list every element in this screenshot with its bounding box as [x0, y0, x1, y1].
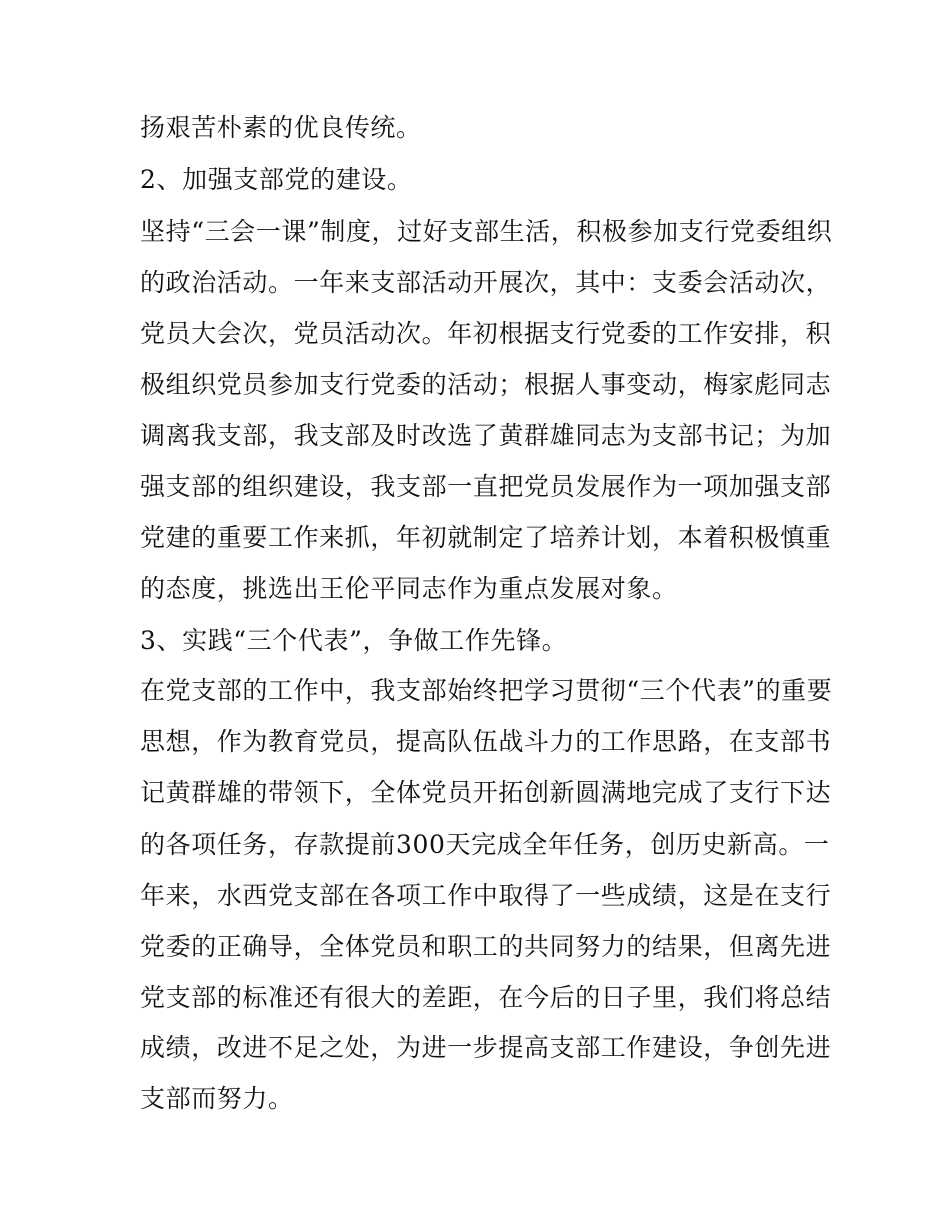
text-line-5: 党员大会次，党员活动次。年初根据支行党委的工作安排，积 — [140, 319, 832, 348]
section-heading-3: 3、实践“三个代表”，争做工作先锋。 — [140, 626, 568, 655]
text-line-3: 坚持“三会一课”制度，过好支部生活，积极参加支行党委组织 — [140, 217, 833, 246]
text-line-4: 的政治活动。一年来支部活动开展次，其中：支委会活动次， — [140, 268, 832, 297]
text-line-1: 扬艰苦朴素的优良传统。 — [140, 113, 422, 142]
text-line-13: 思想，作为教育党员，提高队伍战斗力的工作思路，在支部书 — [140, 727, 832, 756]
text-line-17: 党委的正确导，全体党员和职工的共同努力的结果，但离先进 — [140, 932, 832, 961]
text-line-18: 党支部的标准还有很大的差距，在今后的日子里，我们将总结 — [140, 983, 832, 1012]
text-line-19: 成绩，改进不足之处，为进一步提高支部工作建设，争创先进 — [140, 1033, 832, 1062]
text-line-12: 在党支部的工作中，我支部始终把学习贯彻“三个代表”的重要 — [140, 676, 833, 705]
text-line-10: 的态度，挑选出王伦平同志作为重点发展对象。 — [140, 574, 678, 603]
text-line-14: 记黄群雄的带领下，全体党员开拓创新圆满地完成了支行下达 — [140, 778, 832, 807]
text-line-6: 极组织党员参加支行党委的活动；根据人事变动，梅家彪同志 — [140, 370, 832, 399]
section-heading-2: 2、加强支部党的建设。 — [140, 165, 413, 194]
text-line-16: 年来，水西党支部在各项工作中取得了一些成绩，这是在支行 — [140, 881, 832, 910]
text-line-15: 的各项任务，存款提前300天完成全年任务，创历史新高。一 — [140, 830, 830, 859]
text-line-7: 调离我支部，我支部及时改选了黄群雄同志为支部书记；为加 — [140, 421, 832, 450]
text-line-8: 强支部的组织建设，我支部一直把党员发展作为一项加强支部 — [140, 472, 832, 501]
text-line-20: 支部而努力。 — [140, 1084, 294, 1113]
text-line-9: 党建的重要工作来抓，年初就制定了培养计划，本着积极慎重 — [140, 523, 832, 552]
